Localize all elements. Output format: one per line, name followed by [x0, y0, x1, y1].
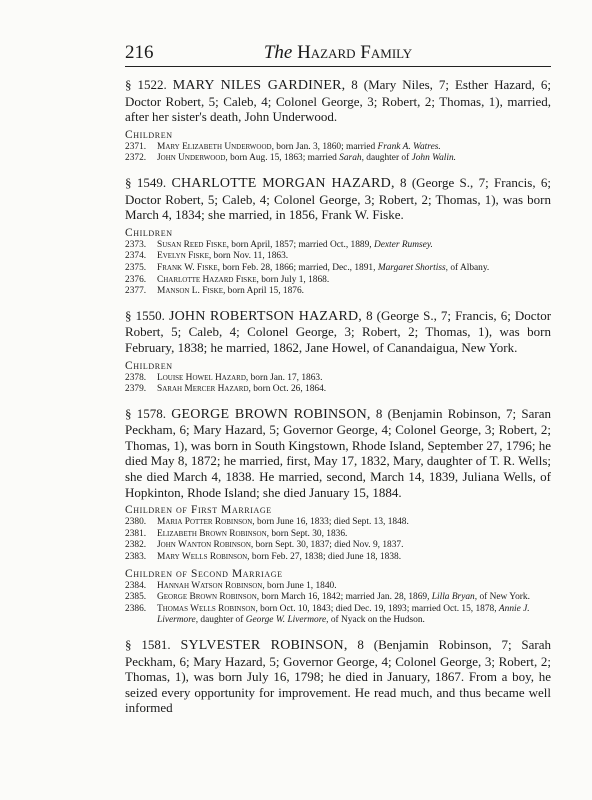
running-title-the: The	[263, 42, 293, 63]
person-name: GEORGE BROWN ROBINSON,	[171, 406, 371, 422]
page	[125, 40, 551, 716]
child-row	[125, 552, 551, 564]
child-details: born April 15, 1876.	[225, 286, 304, 297]
entry-body: 8 (Mary Niles, 7; Esther Hazard, 6; Doctor Robert, 5; Caleb, 4; Colonel George, 3; Robert, 2; Thomas, 1), married, after her sister's death, John Underwood.	[125, 77, 552, 125]
child-number: 2373.	[125, 239, 147, 250]
entry-text	[125, 308, 551, 356]
child-name: Louise Howel Hazard,	[157, 372, 249, 383]
child-text	[157, 581, 551, 593]
child-number: 2381.	[125, 528, 147, 539]
child-text	[157, 240, 551, 252]
child-name: Susan Reed Fiske,	[157, 239, 229, 250]
child-text	[157, 517, 551, 529]
child-row	[125, 263, 551, 275]
child-row	[125, 384, 551, 396]
child-number: 2376.	[125, 274, 147, 285]
child-details-after: of New York.	[477, 592, 530, 603]
running-title	[125, 42, 551, 64]
child-number: 2382.	[125, 540, 147, 551]
running-title-family: Hazard Family	[297, 42, 413, 63]
children-heading: Children	[125, 128, 173, 141]
child-row	[125, 373, 551, 385]
person-name: CHARLOTTE MORGAN HAZARD,	[171, 175, 395, 191]
child-details: born Aug. 15, 1863; married	[227, 153, 340, 164]
child-details: born Nov. 11, 1863.	[211, 251, 289, 262]
genealogy-entry	[125, 637, 551, 716]
child-number: 2375.	[125, 262, 147, 273]
children-heading: Children of Second Marriage	[125, 567, 283, 580]
section-number: § 1549.	[125, 174, 167, 190]
parent-name: George W. Livermore,	[245, 615, 329, 626]
child-text	[157, 153, 551, 165]
section-number: § 1522.	[125, 77, 167, 92]
child-number: 2377.	[125, 286, 147, 297]
child-number: 2380.	[125, 517, 147, 528]
child-text	[157, 540, 551, 552]
child-name: Thomas Wells Robinson,	[157, 603, 258, 614]
child-row	[125, 240, 551, 252]
child-details: born Feb. 27, 1838; died June 18, 1838.	[249, 552, 402, 563]
parent-name: John Walin.	[411, 153, 457, 164]
child-details: born Sept. 30, 1837; died Nov. 9, 1837.	[253, 540, 404, 551]
child-row	[125, 286, 551, 298]
child-text	[157, 263, 551, 275]
spouse-name: Sarah,	[339, 153, 364, 164]
children-heading: Children	[125, 226, 173, 239]
child-details: born July 1, 1868.	[258, 274, 330, 285]
child-row	[125, 592, 551, 604]
child-details: born Jan. 17, 1863.	[248, 372, 323, 383]
person-name: SYLVESTER ROBINSON,	[180, 638, 348, 653]
running-header	[125, 40, 551, 67]
child-details: born Feb. 28, 1866; married, Dec., 1891,	[220, 262, 378, 273]
child-row	[125, 142, 551, 154]
child-details: born Sept. 30, 1836.	[268, 528, 348, 539]
child-row	[125, 275, 551, 287]
person-name: MARY NILES GARDINER,	[172, 78, 346, 93]
entry-body: 8 (George S., 7; Francis, 6; Doctor Robert, 5; Caleb, 4; Colonel George, 3; Robert, 2; Thomas, 1), was born February, 1838; he married, 1862, Jane Howel, of Canandaigua, New York.	[125, 307, 552, 355]
child-details: born March 16, 1842; married Jan. 28, 1869,	[259, 592, 432, 603]
child-details: born Jan. 3, 1860; married	[273, 141, 378, 152]
genealogy-entry	[125, 77, 551, 165]
child-details: born April, 1857; married Oct., 1889,	[228, 239, 374, 250]
section-number: § 1581.	[125, 637, 171, 652]
child-name: Maria Potter Robinson,	[157, 517, 255, 528]
child-details: born June 16, 1833; died Sept. 13, 1848.	[254, 517, 409, 528]
child-number: 2371.	[125, 141, 147, 152]
child-text	[157, 251, 551, 263]
entry-text	[125, 77, 551, 125]
spouse-name: Dexter Rumsey.	[373, 239, 433, 250]
child-text	[157, 373, 551, 385]
spouse-name: Frank A. Watres.	[377, 141, 441, 152]
spouse-name: Margaret Shortiss,	[377, 262, 448, 273]
spouse-name: Annie J. Livermore,	[157, 603, 530, 626]
child-details-end: of Nyack on the Hudson.	[328, 615, 425, 626]
child-row	[125, 540, 551, 552]
child-name: Frank W. Fiske,	[157, 262, 221, 273]
genealogy-entry	[125, 308, 551, 396]
child-row	[125, 529, 551, 541]
entry-text	[125, 637, 551, 716]
child-number: 2374.	[125, 251, 147, 262]
child-number: 2372.	[125, 153, 147, 164]
entry-body: 8 (Benjamin Robinson, 7; Saran Peckham, 6; Mary Hazard, 5; Governor George, 4; Colonel George, 3; Robert, 2; Thomas, 1), was born in South Kingstown, Rhode Island, September 27, 1796; he died May 8, 1872; he married, first, May 17, 1832, Mary, daughter of T. R. Wells; she died March 4, 1838. He married, second, March 14, 1839, Juliana Wells, of Hopkinton, Rhode Island; she died January 15, 1884.	[125, 405, 551, 500]
child-name: Sarah Mercer Hazard,	[157, 384, 251, 395]
children-heading: Children	[125, 359, 173, 372]
child-name: Elizabeth Brown Robinson,	[157, 528, 269, 539]
child-text	[157, 592, 551, 604]
genealogy-entry	[125, 406, 551, 627]
child-row	[125, 153, 551, 165]
entry-text	[125, 175, 551, 223]
child-name: Hannah Watson Robinson,	[157, 580, 265, 591]
spouse-name: Lilla Bryan,	[431, 592, 478, 603]
child-number: 2384.	[125, 580, 147, 591]
child-name: Charlotte Hazard Fiske,	[157, 274, 259, 285]
child-text	[157, 552, 551, 564]
child-details: born Oct. 10, 1843; died Dec. 19, 1893; married Oct. 15, 1878,	[257, 603, 499, 614]
child-number: 2383.	[125, 552, 147, 563]
child-number: 2385.	[125, 592, 147, 603]
child-details-after: daughter of	[363, 153, 412, 164]
child-row	[125, 251, 551, 263]
entries	[125, 77, 551, 716]
child-text	[157, 286, 551, 298]
child-name: Mary Elizabeth Underwood,	[157, 141, 274, 152]
child-row	[125, 517, 551, 529]
child-name: George Brown Robinson,	[157, 592, 260, 603]
child-number: 2378.	[125, 372, 147, 383]
child-row	[125, 604, 551, 627]
entry-body: 8 (George S., 7; Francis, 6; Doctor Robert, 5; Caleb, 4; Colonel George, 3; Robert, 2; Thomas, 1), was born March 4, 1834; she married, in 1856, Frank W. Fiske.	[125, 174, 552, 223]
child-name: Mary Wells Robinson,	[157, 552, 250, 563]
entry-text	[125, 406, 551, 501]
children-heading: Children of First Marriage	[125, 504, 272, 517]
person-name: JOHN ROBERTSON HAZARD,	[168, 308, 363, 324]
section-number: § 1550.	[125, 307, 165, 323]
genealogy-entry	[125, 175, 551, 298]
child-details-after: of Albany.	[447, 262, 490, 273]
child-number: 2379.	[125, 384, 147, 395]
child-text	[157, 275, 551, 287]
child-text	[157, 529, 551, 541]
entry-body: 8 (Benjamin Robinson, 7; Sarah Peckham, 6; Mary Hazard, 5; Governor George, 4; Colonel George, 3; Robert, 2; Thomas, 1), was born July 16, 1798; he died in January, 1867. From a boy, he seized every opportunity for improvement. He read much, and thus became well informed	[125, 637, 552, 716]
child-name: Manson L. Fiske,	[157, 286, 226, 297]
child-details: born June 1, 1840.	[264, 580, 337, 591]
child-details: born Oct. 26, 1864.	[250, 384, 327, 395]
child-name: John Wanton Robinson,	[157, 540, 254, 551]
child-name: John Underwood,	[157, 153, 228, 164]
child-name: Evelyn Fiske,	[157, 251, 212, 262]
child-number: 2386.	[125, 603, 147, 614]
child-text	[157, 384, 551, 396]
page-number: 216	[125, 42, 154, 63]
child-details-after: daughter of	[198, 615, 246, 626]
child-row	[125, 581, 551, 593]
section-number: § 1578.	[125, 405, 166, 421]
child-text	[157, 604, 551, 627]
child-text	[157, 142, 551, 154]
